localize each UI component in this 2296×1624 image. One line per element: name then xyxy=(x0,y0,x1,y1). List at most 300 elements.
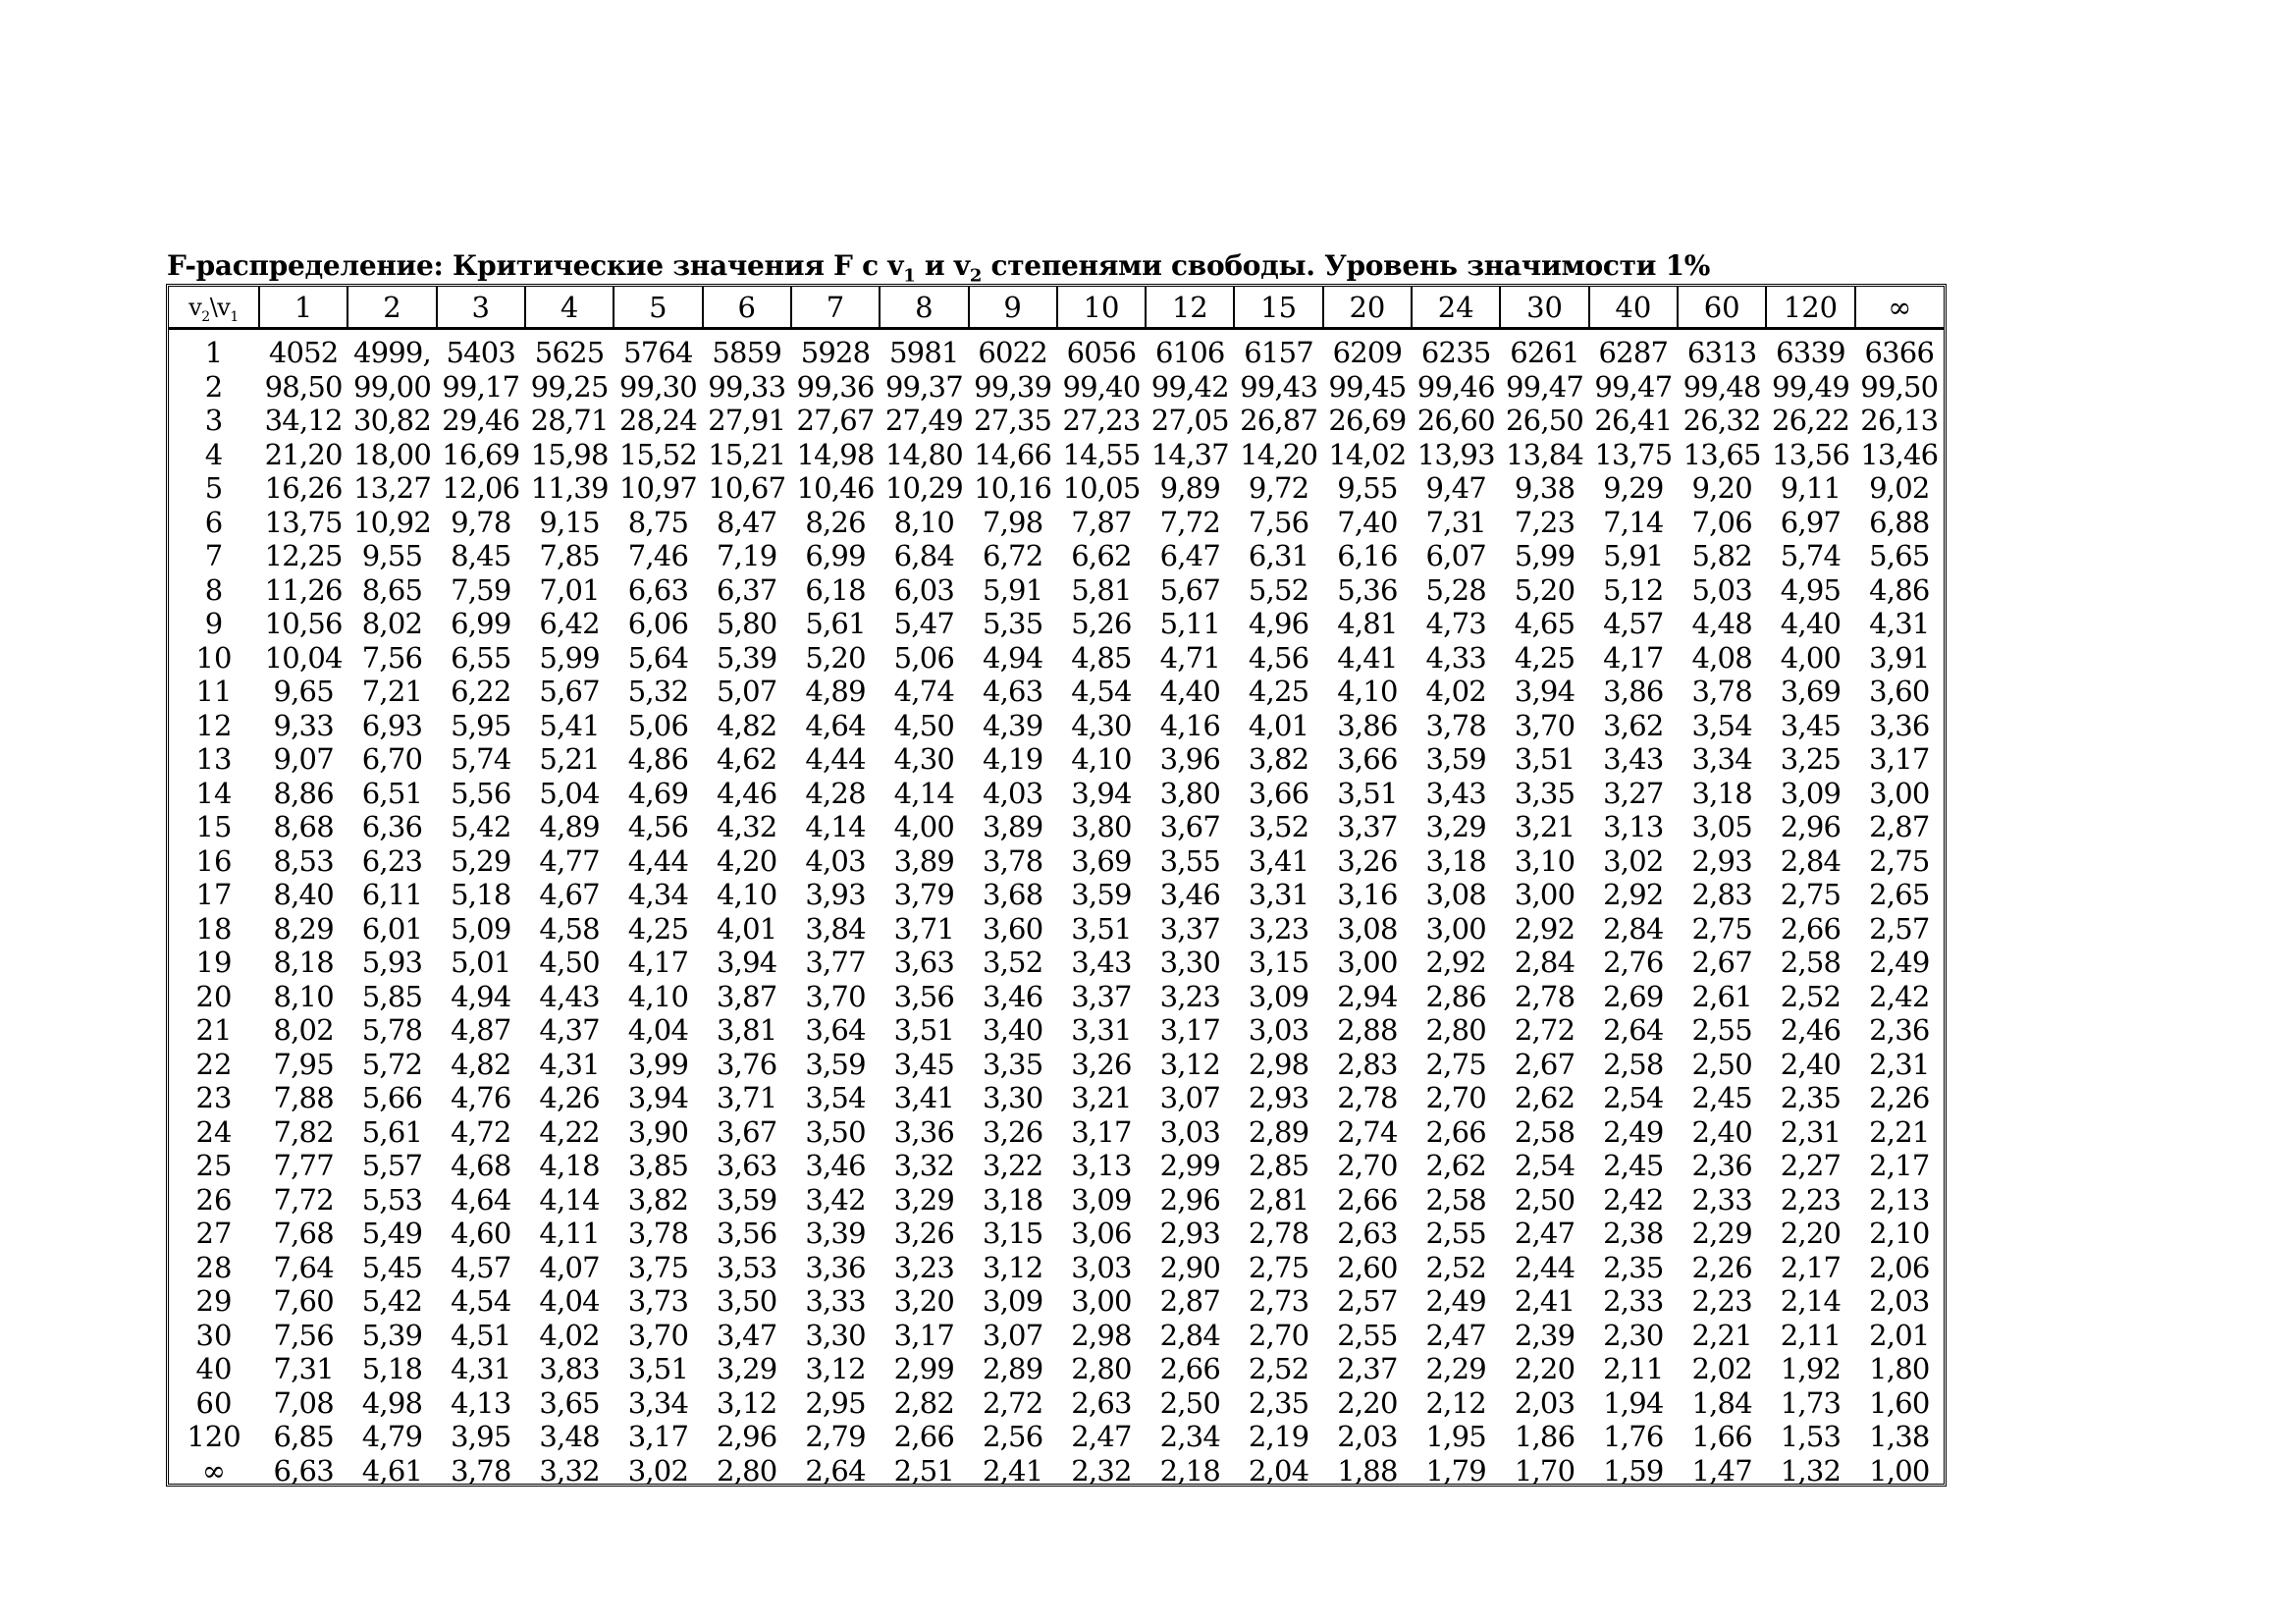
table-cell: 14,37 xyxy=(1150,437,1229,471)
table-cell: 10,05 xyxy=(1062,471,1141,506)
table-cell: 5,18 xyxy=(361,1352,423,1386)
table-cell: 5,53 xyxy=(361,1182,423,1217)
table-cell: 6,84 xyxy=(893,539,955,573)
table-cell: 27,35 xyxy=(974,404,1052,438)
table-cell: 4,08 xyxy=(1691,640,1752,675)
row-header: 2 xyxy=(204,369,224,404)
table-cell: 2,29 xyxy=(1425,1352,1486,1386)
table-cell: 7,23 xyxy=(1514,505,1575,539)
table-cell: 5403 xyxy=(446,336,516,370)
table-row xyxy=(169,1284,1944,1319)
table-cell: 99,33 xyxy=(708,369,786,404)
table-cell: 2,72 xyxy=(982,1385,1043,1420)
table-cell: 3,36 xyxy=(893,1114,955,1149)
table-cell: 3,62 xyxy=(1603,708,1664,742)
table-cell: 2,60 xyxy=(1337,1250,1398,1284)
table-cell: 7,95 xyxy=(273,1047,334,1081)
table-cell: 26,41 xyxy=(1594,404,1673,438)
table-cell: 3,51 xyxy=(893,1013,955,1048)
table-cell: 3,63 xyxy=(717,1149,777,1183)
table-cell: 3,06 xyxy=(1071,1217,1132,1251)
table-cell: 5,78 xyxy=(361,1013,423,1048)
table-cell: 3,51 xyxy=(1514,742,1575,777)
table-cell: 3,82 xyxy=(627,1182,689,1217)
table-row xyxy=(169,370,1944,405)
row-header: 29 xyxy=(195,1284,233,1319)
table-cell: 2,64 xyxy=(1603,1013,1664,1048)
table-cell: 2,65 xyxy=(1869,878,1930,912)
table-cell: 4,43 xyxy=(539,979,600,1013)
table-cell: 3,80 xyxy=(1159,776,1220,810)
table-cell: 2,80 xyxy=(717,1453,777,1488)
row-header: 15 xyxy=(195,810,233,844)
row-header: 19 xyxy=(195,946,233,980)
table-cell: 3,31 xyxy=(1071,1013,1132,1048)
table-cell: 5,61 xyxy=(361,1114,423,1149)
table-cell: 3,12 xyxy=(982,1250,1043,1284)
table-cell: 9,11 xyxy=(1780,471,1842,506)
table-cell: 6157 xyxy=(1244,336,1313,370)
table-row xyxy=(169,844,1944,879)
table-cell: 3,68 xyxy=(982,878,1043,912)
table-row xyxy=(169,1386,1944,1421)
table-cell: 9,38 xyxy=(1514,471,1575,506)
table-cell: 4,40 xyxy=(1159,675,1220,709)
table-cell: 2,49 xyxy=(1425,1284,1486,1319)
table-cell: 3,52 xyxy=(1248,810,1309,844)
table-cell: 4,26 xyxy=(539,1081,600,1115)
table-cell: 4,81 xyxy=(1337,607,1398,641)
table-cell: 2,42 xyxy=(1869,979,1930,1013)
table-cell: 3,51 xyxy=(627,1352,689,1386)
column-header: 8 xyxy=(880,287,968,329)
table-cell: 3,46 xyxy=(1159,878,1220,912)
table-cell: 3,95 xyxy=(451,1420,511,1454)
table-cell: 2,47 xyxy=(1071,1420,1132,1454)
table-cell: 2,92 xyxy=(1603,878,1664,912)
title-subscript-1: 1 xyxy=(903,265,916,287)
corner-v2: v xyxy=(188,293,202,321)
table-cell: 9,20 xyxy=(1691,471,1752,506)
table-cell: 6,16 xyxy=(1337,539,1398,573)
table-cell: 6339 xyxy=(1776,336,1845,370)
table-cell: 5,06 xyxy=(893,640,955,675)
row-header: 120 xyxy=(187,1420,241,1454)
table-cell: 4,61 xyxy=(361,1453,423,1488)
table-cell: 3,17 xyxy=(1159,1013,1220,1048)
table-cell: 99,47 xyxy=(1594,369,1673,404)
table-row xyxy=(169,506,1944,540)
table-cell: 11,39 xyxy=(530,471,609,506)
table-cell: 13,75 xyxy=(264,505,343,539)
table-cell: 4,02 xyxy=(1425,675,1486,709)
table-cell: 2,38 xyxy=(1603,1217,1664,1251)
table-cell: 2,17 xyxy=(1869,1149,1930,1183)
table-cell: 2,66 xyxy=(1780,911,1842,946)
table-cell: 99,36 xyxy=(796,369,875,404)
table-cell: 3,70 xyxy=(627,1318,689,1352)
table-cell: 2,02 xyxy=(1691,1352,1752,1386)
corner-v1-sub: 1 xyxy=(230,308,239,325)
f-distribution-table xyxy=(169,287,1944,1488)
table-cell: 4,58 xyxy=(539,911,600,946)
table-cell: 5,29 xyxy=(451,843,511,878)
table-cell: 3,23 xyxy=(1159,979,1220,1013)
row-header: 5 xyxy=(204,471,224,506)
table-cell: 2,40 xyxy=(1691,1114,1752,1149)
table-cell: 7,64 xyxy=(273,1250,334,1284)
table-cell: 2,89 xyxy=(982,1352,1043,1386)
table-cell: 7,31 xyxy=(273,1352,334,1386)
table-cell: 6106 xyxy=(1154,336,1225,370)
table-cell: 8,18 xyxy=(273,946,334,980)
table-cell: 99,49 xyxy=(1771,369,1849,404)
table-body xyxy=(169,329,1944,1489)
table-cell: 2,52 xyxy=(1780,979,1842,1013)
table-cell: 6,51 xyxy=(361,776,423,810)
table-cell: 6,42 xyxy=(539,607,600,641)
table-cell: 5,52 xyxy=(1248,572,1309,607)
column-header: 12 xyxy=(1146,287,1234,329)
table-cell: 5,99 xyxy=(539,640,600,675)
table-cell: 3,78 xyxy=(627,1217,689,1251)
table-cell: 6,47 xyxy=(1159,539,1220,573)
table-cell: 10,04 xyxy=(264,640,343,675)
table-cell: 1,94 xyxy=(1603,1385,1664,1420)
table-cell: 2,74 xyxy=(1337,1114,1398,1149)
table-cell: 2,69 xyxy=(1603,979,1664,1013)
table-cell: 2,11 xyxy=(1603,1352,1664,1386)
table-cell: 4,85 xyxy=(1071,640,1132,675)
table-cell: 4,34 xyxy=(627,878,689,912)
table-cell: 5,36 xyxy=(1337,572,1398,607)
table-cell: 4,03 xyxy=(805,843,866,878)
table-cell: 6,06 xyxy=(627,607,689,641)
table-row xyxy=(169,1217,1944,1251)
row-header: 16 xyxy=(195,843,233,878)
table-cell: 2,67 xyxy=(1514,1047,1575,1081)
table-cell: 99,42 xyxy=(1150,369,1229,404)
table-cell: 10,92 xyxy=(352,505,431,539)
table-cell: 4,31 xyxy=(539,1047,600,1081)
table-cell: 1,84 xyxy=(1691,1385,1752,1420)
table-cell: 7,46 xyxy=(627,539,689,573)
table-cell: 8,53 xyxy=(273,843,334,878)
column-header: 60 xyxy=(1678,287,1766,329)
table-cell: 2,54 xyxy=(1514,1149,1575,1183)
row-header: 6 xyxy=(204,505,224,539)
table-cell: 4,94 xyxy=(982,640,1043,675)
table-cell: 5,80 xyxy=(717,607,777,641)
table-cell: 4,41 xyxy=(1337,640,1398,675)
table-cell: 2,66 xyxy=(893,1420,955,1454)
table-cell: 4,62 xyxy=(717,742,777,777)
table-cell: 3,87 xyxy=(717,979,777,1013)
table-cell: 7,19 xyxy=(717,539,777,573)
table-cell: 14,55 xyxy=(1062,437,1141,471)
corner-v1: v xyxy=(217,293,231,321)
table-cell: 3,71 xyxy=(717,1081,777,1115)
table-row xyxy=(169,980,1944,1014)
table-cell: 2,06 xyxy=(1869,1250,1930,1284)
table-cell: 8,02 xyxy=(361,607,423,641)
table-cell: 28,24 xyxy=(618,404,697,438)
table-cell: 4,25 xyxy=(627,911,689,946)
table-cell: 1,38 xyxy=(1869,1420,1930,1454)
table-cell: 3,70 xyxy=(1514,708,1575,742)
table-cell: 2,35 xyxy=(1248,1385,1309,1420)
table-cell: 2,29 xyxy=(1691,1217,1752,1251)
table-cell: 1,59 xyxy=(1603,1453,1664,1488)
table-cell: 2,84 xyxy=(1514,946,1575,980)
table-cell: 4,13 xyxy=(451,1385,511,1420)
table-cell: 5,91 xyxy=(982,572,1043,607)
table-cell: 2,41 xyxy=(982,1453,1043,1488)
table-cell: 4,07 xyxy=(539,1250,600,1284)
table-cell: 9,55 xyxy=(361,539,423,573)
column-header: 40 xyxy=(1589,287,1678,329)
table-cell: 1,32 xyxy=(1780,1453,1842,1488)
table-cell: 5,11 xyxy=(1159,607,1220,641)
table-cell: 27,91 xyxy=(708,404,786,438)
table-cell: 4,94 xyxy=(451,979,511,1013)
table-cell: 1,88 xyxy=(1337,1453,1398,1488)
table-cell: 4,02 xyxy=(539,1318,600,1352)
table-cell: 5,57 xyxy=(361,1149,423,1183)
table-cell: 2,49 xyxy=(1869,946,1930,980)
table-cell: 2,20 xyxy=(1337,1385,1398,1420)
table-cell: 4,14 xyxy=(893,776,955,810)
table-cell: 3,96 xyxy=(1159,742,1220,777)
table-cell: 2,33 xyxy=(1691,1182,1752,1217)
table-cell: 12,06 xyxy=(442,471,520,506)
table-cell: 4,28 xyxy=(805,776,866,810)
table-cell: 8,75 xyxy=(627,505,689,539)
table-cell: 13,93 xyxy=(1416,437,1495,471)
table-cell: 1,70 xyxy=(1514,1453,1575,1488)
table-cell: 4,77 xyxy=(539,843,600,878)
table-cell: 2,45 xyxy=(1603,1149,1664,1183)
table-cell: 7,08 xyxy=(273,1385,334,1420)
table-cell: 13,84 xyxy=(1506,437,1584,471)
table-cell: 1,76 xyxy=(1603,1420,1664,1454)
table-cell: 2,45 xyxy=(1691,1081,1752,1115)
table-cell: 3,43 xyxy=(1071,946,1132,980)
table-cell: 2,23 xyxy=(1780,1182,1842,1217)
table-cell: 3,30 xyxy=(805,1318,866,1352)
table-cell: 3,70 xyxy=(805,979,866,1013)
row-header: 28 xyxy=(195,1250,233,1284)
table-cell: 3,13 xyxy=(1071,1149,1132,1183)
table-cell: 4,11 xyxy=(539,1217,600,1251)
table-cell: 2,99 xyxy=(893,1352,955,1386)
table-row xyxy=(169,404,1944,438)
table-cell: 2,36 xyxy=(1869,1013,1930,1048)
table-cell: 7,88 xyxy=(273,1081,334,1115)
table-cell: 2,75 xyxy=(1425,1047,1486,1081)
table-cell: 3,12 xyxy=(1159,1047,1220,1081)
table-row xyxy=(169,1013,1944,1048)
table-cell: 99,46 xyxy=(1416,369,1495,404)
table-cell: 2,85 xyxy=(1248,1149,1309,1183)
table-cell: 6313 xyxy=(1686,336,1757,370)
table-cell: 2,58 xyxy=(1514,1114,1575,1149)
table-cell: 1,92 xyxy=(1780,1352,1842,1386)
table-cell: 3,78 xyxy=(1691,675,1752,709)
table-cell: 6,22 xyxy=(451,675,511,709)
table-row xyxy=(169,1149,1944,1183)
table-cell: 4,01 xyxy=(717,911,777,946)
table-cell: 2,10 xyxy=(1869,1217,1930,1251)
table-cell: 6,72 xyxy=(982,539,1043,573)
column-header: 10 xyxy=(1057,287,1146,329)
table-cell: 3,02 xyxy=(627,1453,689,1488)
table-row xyxy=(169,1048,1944,1082)
table-cell: 5,39 xyxy=(361,1318,423,1352)
table-cell: 3,94 xyxy=(1514,675,1575,709)
table-cell: 6,01 xyxy=(361,911,423,946)
table-cell: 7,56 xyxy=(273,1318,334,1352)
table-cell: 4,10 xyxy=(717,878,777,912)
table-cell: 3,94 xyxy=(627,1081,689,1115)
table-cell: 6,85 xyxy=(273,1420,334,1454)
table-cell: 10,67 xyxy=(708,471,786,506)
table-cell: 12,25 xyxy=(264,539,343,573)
table-cell: 7,85 xyxy=(539,539,600,573)
table-cell: 4,64 xyxy=(805,708,866,742)
table-cell: 5764 xyxy=(623,336,693,370)
table-cell: 7,14 xyxy=(1603,505,1664,539)
table-cell: 99,48 xyxy=(1682,369,1761,404)
column-header: 24 xyxy=(1412,287,1500,329)
table-cell: 5,28 xyxy=(1425,572,1486,607)
table-cell: 4,60 xyxy=(451,1217,511,1251)
table-row xyxy=(169,742,1944,777)
table-cell: 3,69 xyxy=(1780,675,1842,709)
table-cell: 2,86 xyxy=(1425,979,1486,1013)
table-cell: 2,35 xyxy=(1780,1081,1842,1115)
table-cell: 3,78 xyxy=(982,843,1043,878)
table-cell: 2,87 xyxy=(1869,810,1930,844)
column-header: 1 xyxy=(259,287,347,329)
table-cell: 6,23 xyxy=(361,843,423,878)
table-row xyxy=(169,946,1944,980)
table-cell: 6,37 xyxy=(717,572,777,607)
table-cell: 2,04 xyxy=(1248,1453,1309,1488)
table-cell: 3,59 xyxy=(1425,742,1486,777)
table-cell: 3,36 xyxy=(1869,708,1930,742)
table-cell: 3,29 xyxy=(1425,810,1486,844)
table-cell: 3,30 xyxy=(1159,946,1220,980)
table-cell: 2,78 xyxy=(1337,1081,1398,1115)
table-cell: 27,67 xyxy=(796,404,875,438)
table-cell: 2,17 xyxy=(1780,1250,1842,1284)
table-cell: 4,33 xyxy=(1425,640,1486,675)
table-cell: 2,54 xyxy=(1603,1081,1664,1115)
table-row xyxy=(169,438,1944,472)
table-cell: 2,52 xyxy=(1425,1250,1486,1284)
table-row xyxy=(169,810,1944,844)
table-cell: 34,12 xyxy=(264,404,343,438)
table-cell: 3,09 xyxy=(1248,979,1309,1013)
table-cell: 3,51 xyxy=(1071,911,1132,946)
table-cell: 15,52 xyxy=(618,437,697,471)
table-cell: 5,26 xyxy=(1071,607,1132,641)
table-cell: 3,66 xyxy=(1337,742,1398,777)
table-cell: 4,89 xyxy=(539,810,600,844)
table-cell: 2,46 xyxy=(1780,1013,1842,1048)
row-header: 10 xyxy=(195,640,233,675)
table-cell: 6,99 xyxy=(805,539,866,573)
table-cell: 2,75 xyxy=(1691,911,1752,946)
table-cell: 8,02 xyxy=(273,1013,334,1048)
table-cell: 4,17 xyxy=(627,946,689,980)
table-cell: 2,23 xyxy=(1691,1284,1752,1319)
table-cell: 2,83 xyxy=(1337,1047,1398,1081)
table-cell: 2,36 xyxy=(1691,1149,1752,1183)
table-cell: 99,17 xyxy=(442,369,520,404)
row-header: ∞ xyxy=(201,1453,227,1488)
table-cell: 4,50 xyxy=(539,946,600,980)
table-cell: 7,59 xyxy=(451,572,511,607)
table-cell: 3,75 xyxy=(627,1250,689,1284)
column-header: 120 xyxy=(1766,287,1854,329)
table-cell: 2,84 xyxy=(1780,843,1842,878)
table-cell: 7,82 xyxy=(273,1114,334,1149)
table-cell: 26,22 xyxy=(1771,404,1849,438)
table-cell: 3,50 xyxy=(805,1114,866,1149)
table-cell: 2,30 xyxy=(1603,1318,1664,1352)
table-cell: 9,33 xyxy=(273,708,334,742)
table-cell: 2,14 xyxy=(1780,1284,1842,1319)
table-cell: 5928 xyxy=(800,336,871,370)
table-cell: 6,18 xyxy=(805,572,866,607)
table-cell: 3,23 xyxy=(893,1250,955,1284)
table-cell: 3,99 xyxy=(627,1047,689,1081)
table-cell: 3,52 xyxy=(982,946,1043,980)
table-cell: 8,10 xyxy=(893,505,955,539)
table-cell: 3,59 xyxy=(1071,878,1132,912)
table-cell: 2,20 xyxy=(1514,1352,1575,1386)
table-cell: 21,20 xyxy=(264,437,343,471)
table-cell: 4,82 xyxy=(451,1047,511,1081)
table-cell: 4,86 xyxy=(1869,572,1930,607)
corner-header xyxy=(169,287,259,329)
table-cell: 4,25 xyxy=(1514,640,1575,675)
table-cell: 5,21 xyxy=(539,742,600,777)
table-title xyxy=(167,249,2130,287)
table-cell: 2,20 xyxy=(1780,1217,1842,1251)
title-subscript-2: 2 xyxy=(969,265,983,287)
table-cell: 4,76 xyxy=(451,1081,511,1115)
table-cell: 3,60 xyxy=(1869,675,1930,709)
table-cell: 4,71 xyxy=(1159,640,1220,675)
table-cell: 14,98 xyxy=(796,437,875,471)
table-cell: 2,94 xyxy=(1337,979,1398,1013)
table-cell: 7,06 xyxy=(1691,505,1752,539)
table-cell: 6261 xyxy=(1510,336,1579,370)
table-cell: 4,67 xyxy=(539,878,600,912)
table-cell: 3,09 xyxy=(982,1284,1043,1319)
table-cell: 4,16 xyxy=(1159,708,1220,742)
table-cell: 7,40 xyxy=(1337,505,1398,539)
table-cell: 3,29 xyxy=(893,1182,955,1217)
table-cell: 3,26 xyxy=(893,1217,955,1251)
table-cell: 3,91 xyxy=(1869,640,1930,675)
table-row xyxy=(169,607,1944,641)
table-cell: 7,31 xyxy=(1425,505,1486,539)
table-cell: 2,58 xyxy=(1603,1047,1664,1081)
